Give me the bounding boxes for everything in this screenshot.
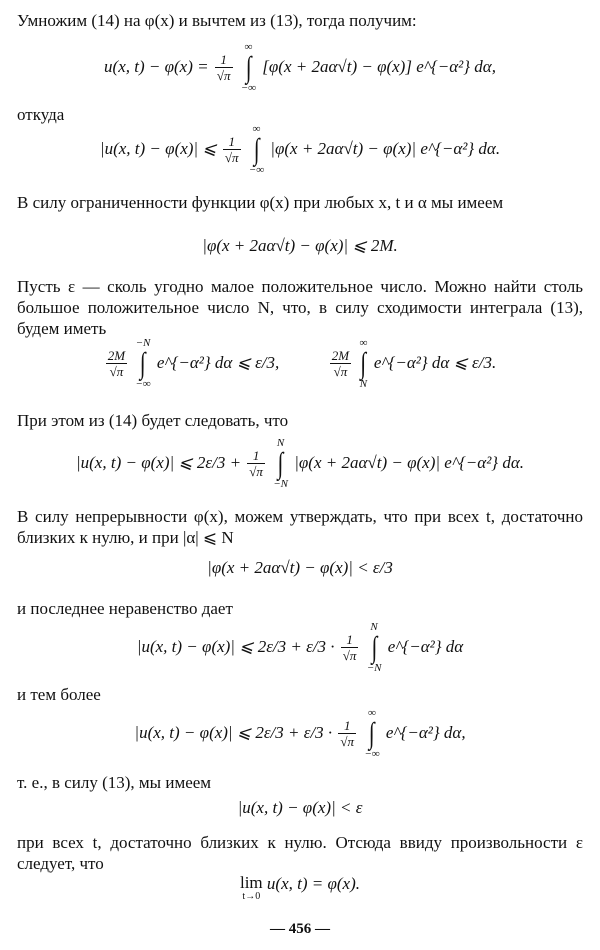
integral-symbol: ∫ [360,347,367,380]
paragraph-9: т. е., в силу (13), мы имеем [17,773,212,792]
upper-limit: ∞ [368,707,376,719]
lower-limit: −N [273,478,288,490]
upper-limit: ∞ [244,41,253,53]
fraction-2m-over-sqrt-pi [106,349,127,380]
lower-limit: −∞ [240,82,257,94]
fraction-1-over-sqrt-pi [338,719,356,750]
lim-label: lim [239,873,263,892]
formula-2 [0,124,600,176]
numerator: 1 [338,719,356,734]
formula-4a-body: e^{−α²} dα ⩽ ε/3, [156,352,280,372]
upper-limit: ∞ [252,123,261,135]
denominator: √π [342,647,357,663]
denominator: √π [249,463,263,479]
fraction-2m-over-sqrt-pi [330,349,351,380]
integral-symbol: ∫ [245,51,252,84]
fraction-1-over-sqrt-pi [341,633,359,664]
paragraph-5: При этом из (14) будет следовать, что [17,411,289,430]
integral-sign [367,622,382,674]
paragraph-3: В силу ограниченности функции φ(x) при любых x, t и α мы имеем [17,193,504,212]
formula-8 [0,708,600,760]
formula-7-lhs: |u(x, t) − φ(x)| ⩽ 2ε/3 + ε/3 · [136,636,335,656]
integral-symbol: ∫ [371,631,377,664]
upper-limit: −N [135,337,151,349]
limit-operator [240,874,263,902]
denominator: √π [109,363,124,379]
denominator: √π [224,149,239,165]
lower-limit: −∞ [364,748,380,760]
formula-1-lhs: u(x, t) − φ(x) = [104,56,209,76]
lower-limit: −∞ [248,164,265,176]
upper-limit: ∞ [359,337,368,349]
integral-sign [359,338,367,390]
integral-symbol: ∫ [140,347,146,380]
formula-10 [0,874,600,902]
paragraph-10: при всех t, достаточно близких к нулю. Отсюда ввиду произвольности ε следует, что [17,833,583,873]
formula-9: |u(x, t) − φ(x)| < ε [237,798,363,817]
paragraph-6: В силу непрерывности φ(x), можем утверждать, что при всех t, достаточно близких к нулю, и при |α| ⩽ N [17,507,583,547]
upper-limit: N [276,437,285,449]
integral-sign [241,42,256,94]
formula-5 [0,438,600,490]
upper-limit: N [370,621,378,633]
formula-1 [0,42,600,94]
paragraph-7: и последнее неравенство дает [17,599,233,618]
formula-4b-body: e^{−α²} dα ⩽ ε/3. [373,352,497,372]
formula-6: |φ(x + 2aα√t) − φ(x)| < ε/3 [207,558,393,577]
numerator: 1 [247,449,265,464]
formula-5-lhs: |u(x, t) − φ(x)| ⩽ 2ε/3 + [75,452,242,472]
formula-8-body: e^{−α²} dα, [385,722,466,742]
integral-sign [273,438,288,490]
formula-4 [0,338,600,390]
numerator: 2M [107,347,126,363]
integral-sign [135,338,150,390]
lim-subscript: t→0 [242,891,261,902]
numerator: 1 [223,135,241,150]
formula-10-body: u(x, t) = φ(x). [266,874,360,893]
formula-7-body: e^{−α²} dα [387,636,464,656]
paragraph-8: и тем более [17,685,101,704]
numerator: 1 [215,53,233,68]
integral-symbol: ∫ [277,447,284,480]
denominator: √π [333,363,348,379]
paragraph-4: Пусть ε — сколь угодно малое положительное число. Можно найти столь большое положительное число N, что, в силу сходимости интеграла (13), будем иметь [17,277,583,338]
formula-2-lhs: |u(x, t) − φ(x)| ⩽ [99,138,217,158]
integral-symbol: ∫ [253,133,260,166]
paragraph-1: Умножим (14) на φ(x) и вычтем из (13), тогда получим: [17,11,417,30]
integral-symbol: ∫ [369,717,375,750]
fraction-1-over-sqrt-pi [215,53,233,84]
denominator: √π [216,67,231,83]
numerator: 2M [331,347,350,363]
integral-sign [249,124,264,176]
formula-7 [0,622,600,674]
formula-5-body: |φ(x + 2aα√t) − φ(x)| e^{−α²} dα. [294,452,525,472]
lower-limit: −N [366,662,382,674]
formula-3: |φ(x + 2aα√t) − φ(x)| ⩽ 2M. [202,236,398,255]
lower-limit: −∞ [135,378,151,390]
formula-1-body: [φ(x + 2aα√t) − φ(x)] e^{−α²} dα, [262,56,496,76]
numerator: 1 [341,633,359,648]
fraction-1-over-sqrt-pi [223,135,241,166]
formula-2-body: |φ(x + 2aα√t) − φ(x)| e^{−α²} dα. [270,138,501,158]
denominator: √π [340,733,355,749]
formula-8-lhs: |u(x, t) − φ(x)| ⩽ 2ε/3 + ε/3 · [134,722,333,742]
page-number: — 456 — [270,921,330,937]
integral-sign [364,708,379,760]
fraction-1-over-sqrt-pi [247,449,265,480]
paragraph-2: откуда [17,105,65,124]
lower-limit: N [359,378,368,390]
